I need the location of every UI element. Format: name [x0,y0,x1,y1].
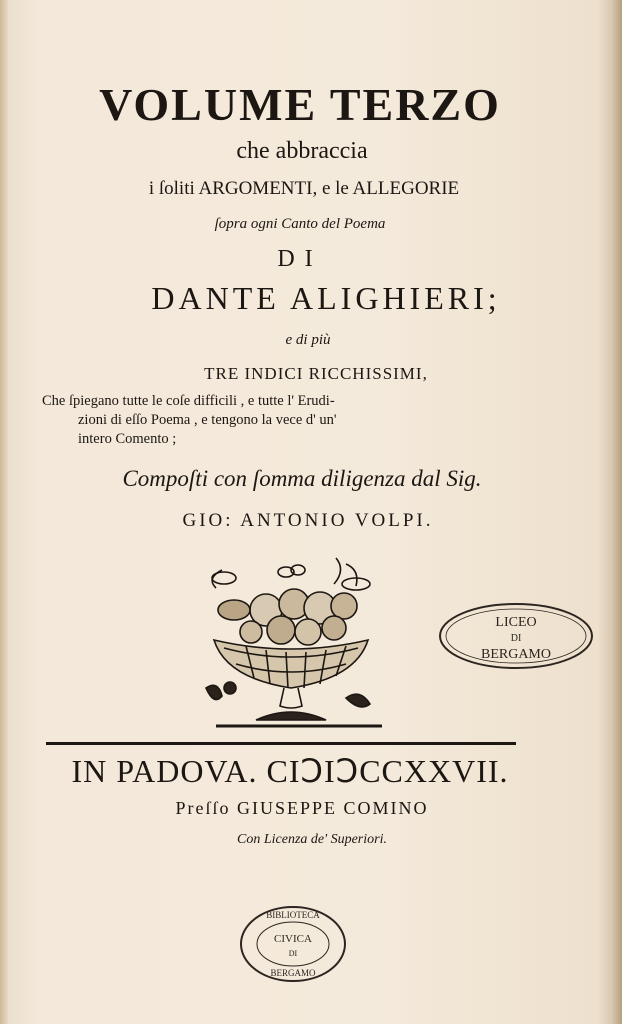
di-line: DI [277,246,323,272]
stamp-liceo-middle: DI [510,633,522,644]
e-di-piu-line: e di più [285,332,331,348]
editor-name: GIO: ANTONIO VOLPI. [182,510,434,531]
page-right-edge [612,0,622,1024]
fruit-basket-vignette [196,548,386,732]
poem-line: ſopra ogni Canto del Poema [214,216,386,232]
page-left-edge [0,0,8,1024]
description-line-2: zioni di eſſo Poema , e tengono la vece d' un' [78,412,337,428]
printer-line: Preſſo GIUSEPPE COMINO [175,798,429,818]
author-name: DANTE ALIGHIERI; [151,280,501,316]
biblioteca-stamp [238,904,348,984]
subtitle: che abbraccia [236,138,368,164]
liceo-stamp [436,600,596,672]
stamp-liceo-top: LICEO [495,615,537,630]
horizontal-rule [46,742,516,745]
stamp-biblioteca-lower: DI [288,949,298,958]
indices-heading: TRE INDICI RICCHISSIMI, [204,364,428,383]
description-line-3: intero Comento ; [78,431,177,447]
stamp-biblioteca-bottom: BERGAMO [270,968,316,978]
volume-title: VOLUME TERZO [99,79,501,130]
stamp-biblioteca-top: BIBLIOTECA [266,910,320,920]
description-line-1: Che ſpiegano tutte le coſe difficili , e tutte l' Erudi- [42,393,335,409]
imprint-line: IN PADOVA. CIↃIↃCCXXVII. [71,753,509,789]
licence-line: Con Licenza de' Superiori. [237,832,387,847]
composed-by-line: Compoſti con ſomma diligenza dal Sig. [122,466,482,491]
contents-line: i ſoliti ARGOMENTI, e le ALLEGORIE [148,178,460,199]
stamp-biblioteca-middle: CIVICA [274,933,312,945]
stamp-liceo-bottom: BERGAMO [480,647,552,662]
